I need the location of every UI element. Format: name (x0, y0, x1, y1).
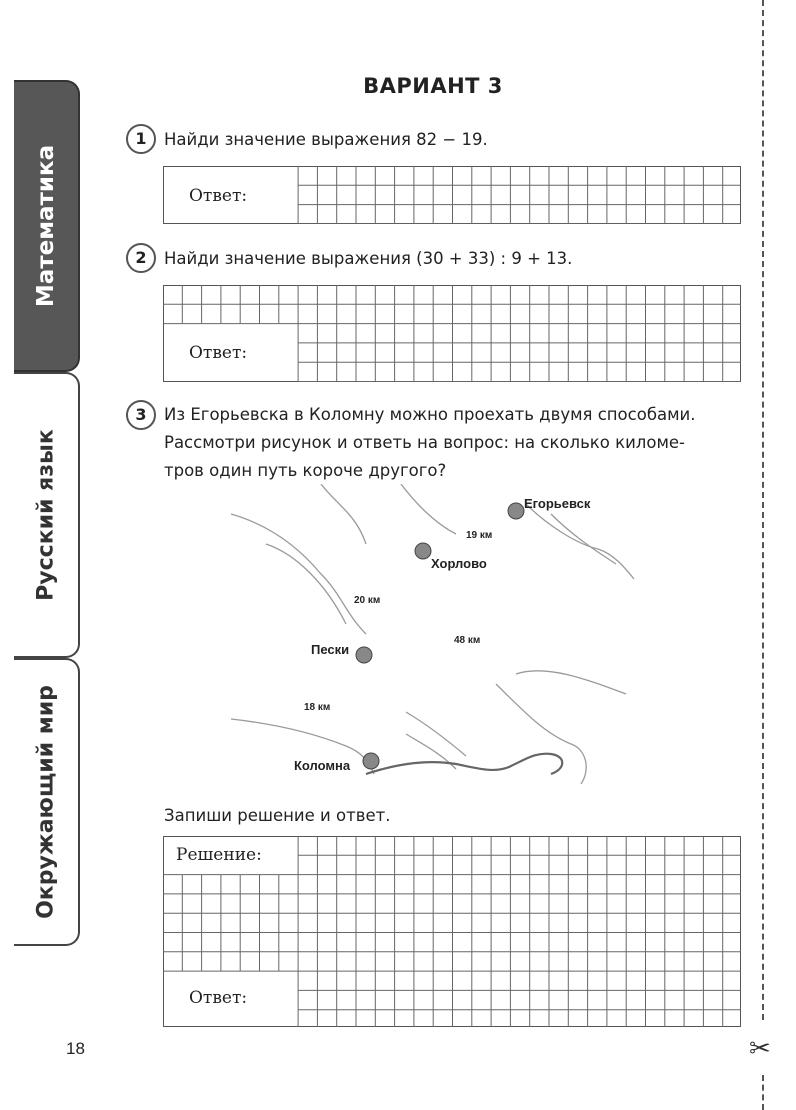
map-rivers-roads (231, 484, 634, 784)
task-number: 2 (126, 243, 156, 273)
river (366, 754, 562, 774)
task-number: 1 (126, 124, 156, 154)
task-3-solution-label: Решение: (176, 845, 262, 865)
task-3-text-line-3: тров один путь короче другого? (164, 461, 447, 480)
task-3-instruction: Запиши решение и ответ. (164, 806, 391, 825)
task-2-text: Найди значение выражения (30 + 33) : 9 + 13. (164, 249, 573, 268)
tab-world-label: Окружающий мир (33, 685, 59, 919)
variant-title: ВАРИАНТ 3 (363, 74, 503, 98)
task-1-text: Найди значение выражения 82 − 19. (164, 130, 488, 149)
tab-mathematics-label: Математика (33, 144, 59, 308)
distance-label: 19 км (466, 530, 493, 541)
task-2-answer-label: Ответ: (189, 343, 248, 363)
task-1-answer-label: Ответ: (189, 186, 248, 206)
tab-russian-label: Русский язык (33, 429, 59, 601)
task-number: 3 (126, 400, 156, 430)
task-2-grid-lines (163, 285, 741, 382)
towns (356, 503, 524, 769)
town-label-egorievsk: Егорьевск (524, 496, 591, 511)
town-label-kolomna: Коломна (294, 758, 351, 773)
town-label-peski: Пески (311, 642, 350, 657)
tab-mathematics (14, 80, 80, 372)
task-1-grid-lines (163, 166, 741, 224)
tab-russian (14, 372, 80, 658)
cut-line (762, 0, 764, 1020)
tab-world (14, 658, 80, 946)
page-number: 18 (66, 1039, 85, 1058)
distance-label: 48 км (454, 635, 481, 646)
scissors-icon: ✂ (749, 1034, 771, 1064)
route-map (226, 484, 646, 794)
task-3-text-line-1: Из Егорьевска в Коломну можно проехать двумя способами. (164, 405, 696, 424)
task-3-answer-label: Ответ: (189, 988, 248, 1008)
distance-label: 18 км (304, 702, 331, 713)
town-label-khorlovo: Хорлово (431, 556, 487, 571)
distance-label: 20 км (354, 595, 381, 606)
task-3-text-line-2: Рассмотри рисунок и ответь на вопрос: на сколько киломе- (164, 433, 685, 452)
routes (336, 508, 541, 762)
cut-line-bottom (762, 1075, 764, 1110)
